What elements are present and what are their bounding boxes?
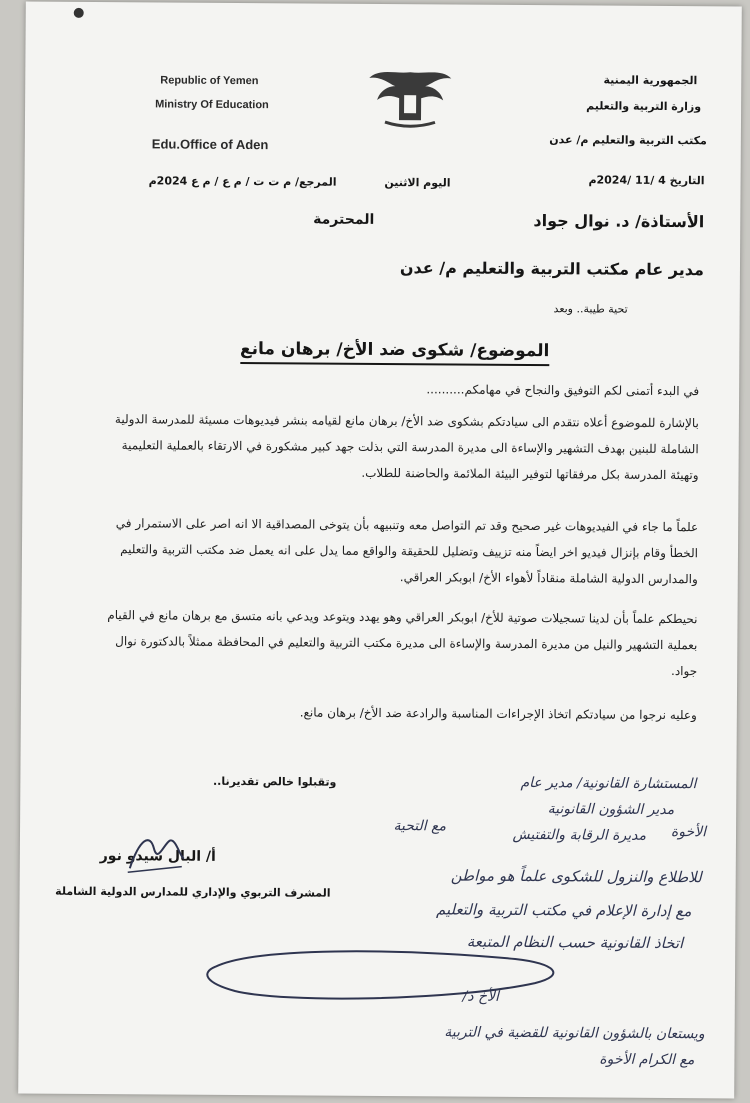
handwritten-line-8: اتخاذ القانونية حسب النظام المتبعة	[466, 932, 684, 953]
header-en-line2: Ministry Of Education	[155, 98, 269, 112]
day-field: اليوم الاثنين	[384, 176, 451, 190]
addressee-honorific: المحترمة	[313, 211, 375, 228]
handwritten-line-11: مع الكرام الأخوة	[599, 1051, 695, 1069]
body-paragraph-4: نحيطكم علماً بأن لدينا تسجيلات صوتية للأخ/ ابوبكر العراقي وهو يهدد ويتوعد ويدعي بانه متسق مع برهان مانع في القيام بعملية التشهير والنيل من مديرة المدرسة والإساءة الى مديرة مكتب التربية والتعليم في المحافظة ممثلاً بالدكتورة نوال جواد.	[107, 608, 698, 679]
handwritten-line-3: الأخوة	[670, 824, 707, 841]
header-en-line3: Edu.Office of Aden	[151, 136, 269, 153]
reference-field: المرجع/ م ت ت / م ع / م ع 2024م	[148, 174, 337, 189]
document-page	[18, 2, 742, 1099]
addressee-name: الأستاذة/ د. نوال جواد	[533, 211, 705, 232]
body-paragraph-2: بالإشارة للموضوع أعلاه نتقدم الى سيادتكم بشكوى ضد الأخ/ برهان مانع لقيامه بنشر فيديوهات مسيئة للمدرسة الدولية الشاملة للبنين بهدف التشهير والإساءة الى مديرة المدرسة التي بذلت جهد كبير مشكورة في الارتقاء بالعملية التعليمية وتهيئة المدرسة بكل مرفقاتها لتوفير البيئة الملائمة والحاضنة للطلاب.	[114, 412, 699, 483]
sender-name: أ/ البال سيدو نور	[99, 848, 216, 865]
handwritten-flourish-icon	[195, 947, 575, 1010]
pin-mark	[74, 8, 84, 18]
handwritten-line-6: للاطلاع والنزول للشكوى علماً هو مواطن	[450, 866, 702, 887]
body-paragraph-3: علماً ما جاء في الفيديوهات غير صحيح وقد تم التواصل معه وتنبيهه بأن يتوخى المصداقية الا انه اصر على الاستمرار في الخطأ وقام بإنزال فيديو اخر ايضاً منه تزييف وتضليل للحقيقة والواقع مما يدل على انه يعمل ضد مكتب التربية والتعليم والمدارس الدولية الشاملة منقاداً لأهواء الأخ/ ابوبكر العراقي.	[115, 516, 699, 587]
date-field: التاريخ 4 /11 /2024م	[588, 173, 705, 188]
handwritten-line-7: مع إدارة الإعلام في مكتب التربية والتعليم	[436, 900, 692, 921]
body-paragraph-5: وعليه نرجوا من سيادتكم اتخاذ الإجراءات المناسبة والرادعة ضد الأخ/ برهان مانع.	[299, 705, 697, 723]
yemen-emblem-icon	[365, 64, 455, 133]
header-ar-line3: مكتب التربية والتعليم م/ عدن	[549, 133, 707, 148]
greeting: تحية طيبة.. وبعد	[553, 302, 628, 316]
handwritten-line-2: مدير الشؤون القانونية	[547, 801, 675, 819]
header-ar-line2: وزارة التربية والتعليم	[586, 99, 702, 114]
sender-title: المشرف التربوي والإداري للمدارس الدولية الشاملة	[55, 884, 331, 900]
handwritten-line-9: الأخ د/	[462, 988, 499, 1005]
handwritten-line-4: مديرة الرقابة والتفتيش	[512, 826, 647, 844]
closing-text: وتقبلوا خالص تقديرنا..	[212, 774, 337, 789]
header-en-line1: Republic of Yemen	[160, 74, 259, 88]
subject-line: الموضوع/ شكوى ضد الأخ/ برهان مانع	[240, 339, 550, 366]
body-paragraph-1: في البدء أتمنى لكم التوفيق والنجاح في مهامكم..........	[426, 382, 700, 399]
handwritten-line-10: ويستعان بالشؤون القانونية للقضية في التربية	[444, 1024, 705, 1043]
sender-signature-icon	[120, 828, 190, 878]
addressee-title: مدير عام مكتب التربية والتعليم م/ عدن	[399, 258, 705, 280]
handwritten-line-5: مع التحية	[393, 818, 447, 835]
handwritten-line-1: المستشارة القانونية/ مدير عام	[520, 774, 697, 793]
header-ar-line1: الجمهورية اليمنية	[603, 73, 698, 88]
